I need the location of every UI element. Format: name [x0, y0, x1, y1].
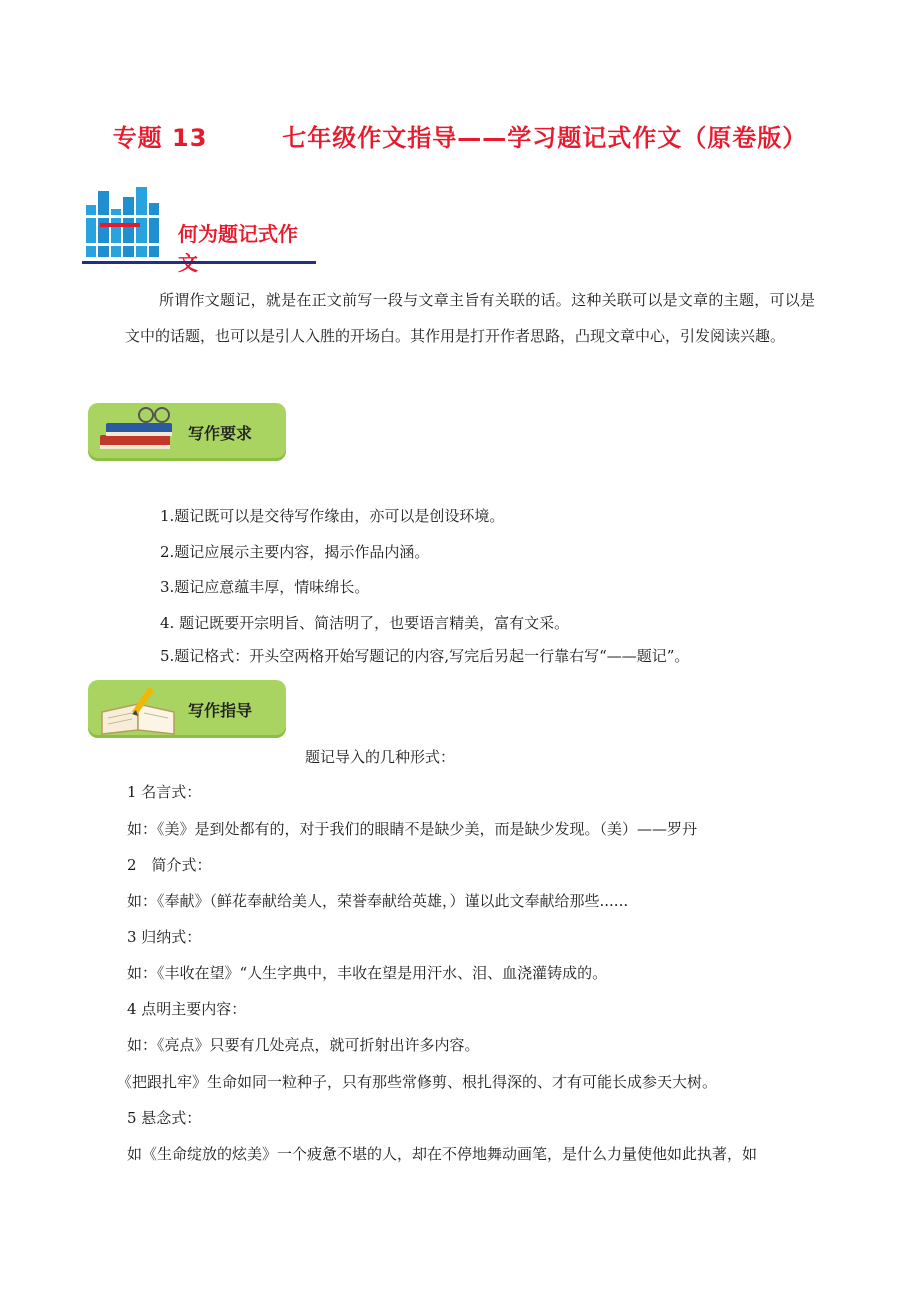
- books-shelf-icon: [80, 185, 170, 263]
- requirement-item: 4. 题记既要开宗明旨、简洁明了，也要语言精美，富有文采。: [160, 614, 570, 632]
- guidance-line: 5 悬念式：: [127, 1109, 202, 1127]
- intro-paragraph: 所谓作文题记，就是在正文前写一段与文章主旨有关联的话。这种关联可以是文章的主题，可以是文中的话题，也可以是引人入胜的开场白。其作用是打开作者思路，凸现文章中心，引发阅读兴趣。: [125, 291, 815, 345]
- guidance-line: 2 简介式：: [127, 856, 212, 874]
- guidance-line: 《把跟扎牢》生命如同一粒种子，只有那些常修剪、根扎得深的、才有可能长成参天大树。: [117, 1073, 718, 1091]
- guidance-line: 如《生命绽放的炫美》一个疲惫不堪的人，却在不停地舞动画笔，是什么力量使他如此执著，如: [127, 1145, 758, 1163]
- requirement-item: 3.题记应意蕴丰厚，情味绵长。: [160, 578, 370, 596]
- section-heading: 写作指导: [188, 701, 253, 720]
- requirement-item: 2.题记应展示主要内容，揭示作品内涵。: [160, 543, 430, 561]
- guidance-line: 4 点明主要内容：: [127, 1000, 247, 1018]
- guidance-line: 1 名言式：: [127, 783, 202, 801]
- guidance-line: 如：《丰收在望》“人生字典中，丰收在望是用汗水、泪、血浇灌铸成的。: [127, 964, 608, 982]
- heading-underline: [82, 261, 316, 264]
- section-header-requirements: [88, 403, 286, 461]
- page-title: 专题 13 七年级作文指导——学习题记式作文（原卷版）: [112, 124, 808, 152]
- stacked-books-glasses-icon: [94, 405, 184, 459]
- open-book-pencil-icon: [94, 682, 184, 736]
- guidance-line: 3 归纳式：: [127, 928, 202, 946]
- guidance-line: 如：《奉献》（鲜花奉献给美人，荣誉奉献给英雄，）谨以此文奉献给那些......: [127, 892, 629, 910]
- section-heading: 何为题记式作文: [178, 222, 298, 275]
- requirement-item: 5.题记格式：开头空两格开始写题记的内容,写完后另起一行靠右写“——题记”。: [160, 647, 690, 665]
- section-heading: 写作要求: [188, 424, 253, 443]
- guidance-subtitle: 题记导入的几种形式：: [305, 748, 456, 766]
- guidance-line: 如：《美》是到处都有的，对于我们的眼睛不是缺少美，而是缺少发现。（美）——罗丹: [127, 820, 698, 838]
- section-header-guidance: [88, 680, 286, 738]
- guidance-line: 如：《亮点》只要有几处亮点，就可折射出许多内容。: [127, 1036, 480, 1054]
- requirement-item: 1.题记既可以是交待写作缘由，亦可以是创设环境。: [160, 507, 505, 525]
- section-header-what-is: [80, 185, 316, 275]
